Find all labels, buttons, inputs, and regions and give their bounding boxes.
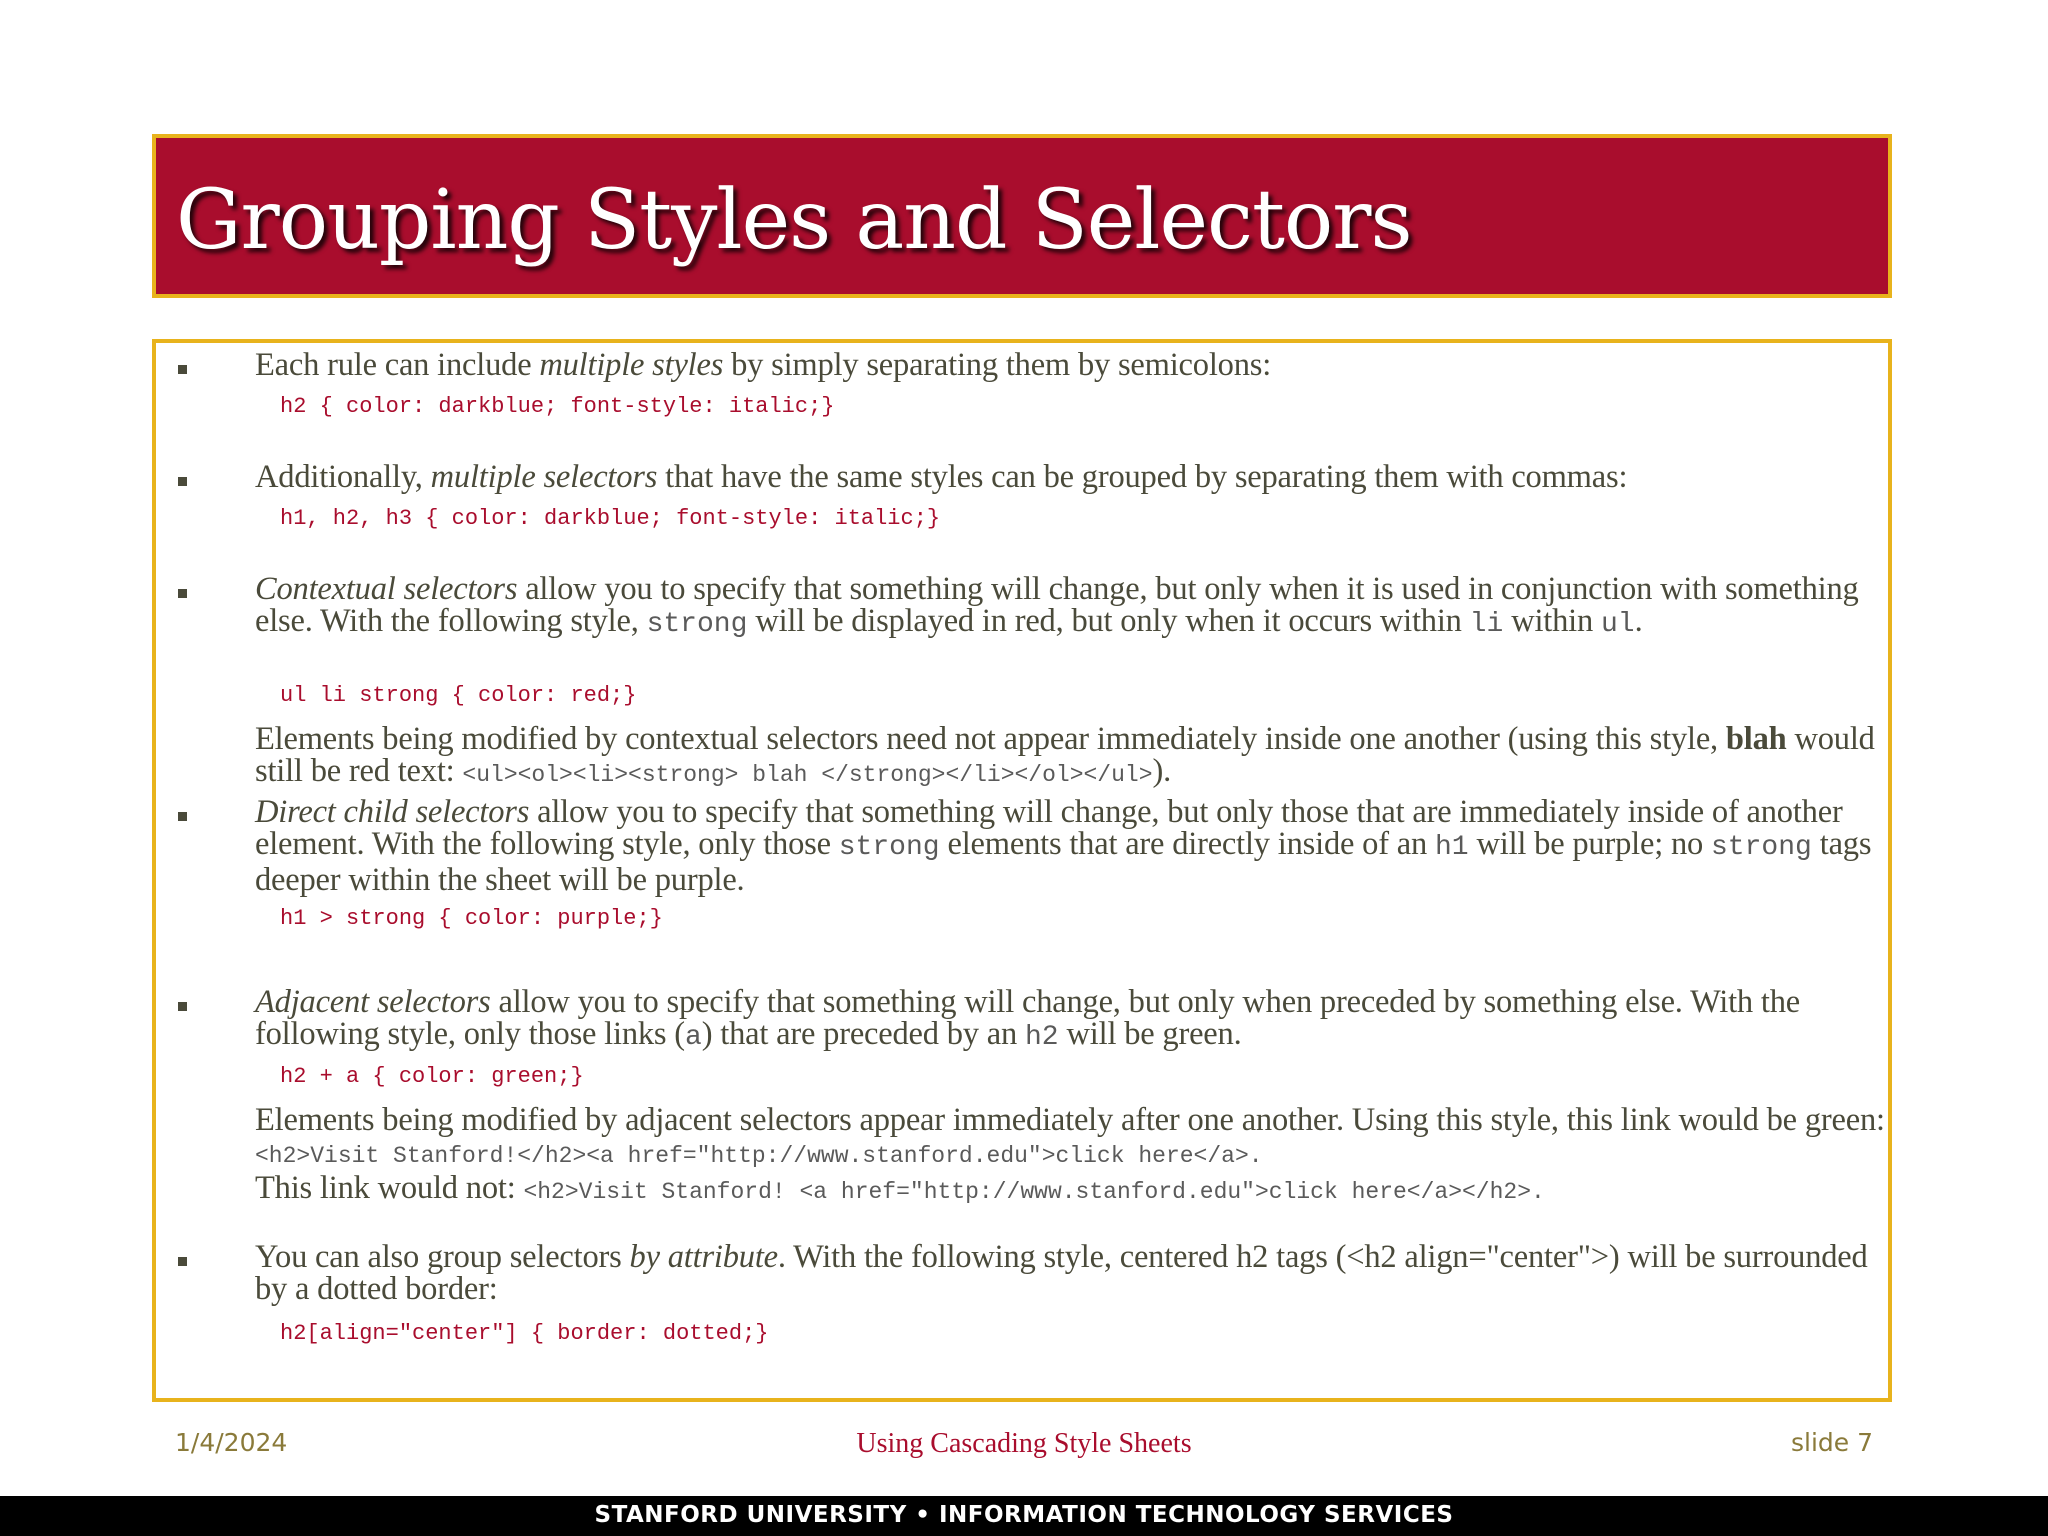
bottom-banner: [0, 1496, 2048, 1536]
code-example-4: h1 > strong { color: purple;}: [280, 906, 663, 931]
bullet-6-text: You can also group selectors by attribute. With the following style, centered h2 tags (<h2 align="center">) will be surrounded by a dotted border:: [255, 1239, 1868, 1307]
bullet-square-icon: [178, 1257, 187, 1266]
bullet-3-text: Contextual selectors allow you to specify that something will change, but only when it is used in conjunction with something else. With the following style, strong will be displayed in red, but only when it occurs within li within ul.: [255, 571, 1859, 640]
bullet-5-note: Elements being modified by adjacent selectors appear immediately after one another. Using this style, this link would be green: <h2>Visit Stanford!</h2><a href="http://www.stanford.edu">click here</a>. This link would not: <h2>Visit Stanford! <a href="http://www.stanford.edu">click here</a></h2>.: [255, 1102, 1885, 1206]
bottom-banner-text: STANFORD UNIVERSITY • INFORMATION TECHNOLOGY SERVICES: [594, 1502, 1454, 1528]
code-example-3: ul li strong { color: red;}: [280, 683, 637, 708]
code-example-2: h1, h2, h3 { color: darkblue; font-style: italic;}: [280, 506, 941, 531]
bullet-square-icon: [178, 812, 187, 821]
bullet-square-icon: [178, 589, 187, 598]
content-box: [152, 339, 1892, 1402]
bullet-3-note: Elements being modified by contextual selectors need not appear immediately inside one another (using this style, blah would still be red text: <ul><ol><li><strong> blah </strong></li></ol></ul>).: [255, 721, 1875, 789]
bullet-square-icon: [178, 477, 187, 486]
bullet-5-text: Adjacent selectors allow you to specify that something will change, but only when preceded by something else. With the following style, only those links (a) that are preceded by an h2 will be green.: [255, 984, 1800, 1053]
bullet-2-text: Additionally, multiple selectors that have the same styles can be grouped by separating them with commas:: [255, 459, 1628, 495]
footer-slide-number: slide 7: [1790, 1428, 1873, 1457]
code-example-5: h2 + a { color: green;}: [280, 1064, 584, 1089]
bullet-square-icon: [178, 1002, 187, 1011]
code-example-6: h2[align="center"] { border: dotted;}: [280, 1321, 769, 1346]
slide-title: Grouping Styles and Selectors: [176, 173, 1412, 268]
title-banner: [152, 134, 1892, 298]
bullet-4-text: Direct child selectors allow you to specify that something will change, but only those that are immediately inside of another element. With the following style, only those strong elements that are directly inside of an h1 will be purple; no strong tags deeper within the sheet will be purple.: [255, 794, 1872, 898]
bullet-square-icon: [178, 365, 187, 374]
footer-date: 1/4/2024: [175, 1428, 288, 1457]
code-example-1: h2 { color: darkblue; font-style: italic;}: [280, 394, 835, 419]
bullet-1-text: Each rule can include multiple styles by simply separating them by semicolons:: [255, 347, 1272, 383]
footer-presentation-title: Using Cascading Style Sheets: [856, 1428, 1192, 1459]
